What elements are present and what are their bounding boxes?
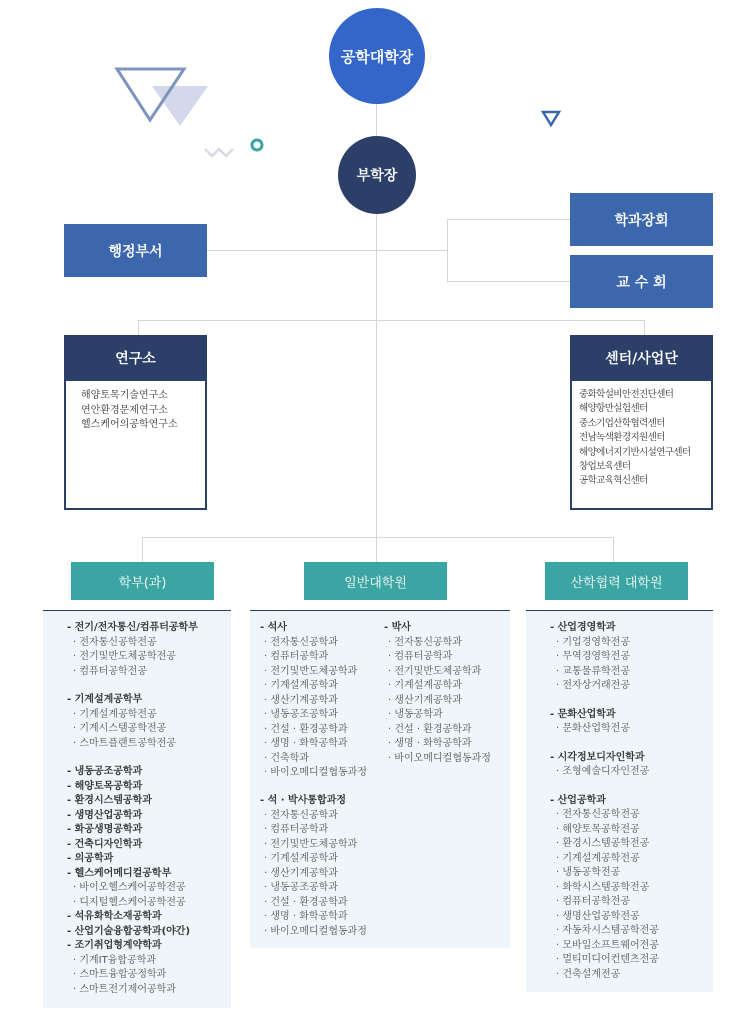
program-item: · 멀티미디어컨텐츠전공 (556, 954, 659, 965)
centers-title: 센터/사업단 (570, 335, 713, 381)
program-item: · 컴퓨터공학과 (264, 651, 329, 662)
program-heading: - 건축디자인학과 (67, 838, 143, 850)
vice-dean-circle: 부학장 (338, 136, 416, 214)
program-heading: - 기계설계공학부 (67, 694, 143, 705)
program-item: · 냉동공조공학과 (264, 709, 338, 720)
program-item: · 건설 · 환경공학과 (388, 723, 472, 735)
spacer (550, 737, 713, 751)
program-item: · 컴퓨터공학과 (264, 824, 329, 835)
degree-heading: - 석사 (260, 622, 287, 633)
graduate-title: 일반대학원 (304, 562, 447, 600)
council-bracket (447, 219, 448, 281)
institute-item: 해양토목기술연구소 (81, 390, 168, 401)
program-item: · 기계설계공학전공 (73, 708, 157, 720)
spacer (550, 694, 713, 708)
dean-circle: 공학대학장 (329, 8, 425, 104)
program-item: · 냉동공학전공 (556, 867, 621, 878)
center-item: 중소기업산학협력센터 (579, 417, 665, 429)
center-item: 전남녹색환경지원센터 (579, 432, 665, 444)
program-item: · 건설 · 환경공학과 (264, 896, 348, 908)
program-item: · 전자통신공학과 (388, 636, 462, 648)
program-item: · 생산기계공학과 (264, 867, 338, 879)
program-item: · 해양토목공학전공 (556, 823, 640, 835)
program-item: · 전자상거래전공 (556, 680, 630, 691)
program-item: · 스마트전기제어공학과 (73, 983, 176, 995)
program-item: · 건축설계전공 (556, 968, 621, 980)
center-item: 해양항만실험센터 (579, 403, 648, 415)
program-item: · 건축학과 (264, 752, 309, 764)
program-heading: - 석유화학소재공학과 (67, 911, 162, 922)
program-item: · 건설 · 환경공학과 (264, 723, 348, 735)
program-item: · 컴퓨터공학전공 (73, 665, 147, 677)
faculty-council-box: 교 수 회 (570, 255, 713, 308)
program-item: · 생명 · 화학공학과 (388, 738, 472, 749)
spacer (67, 751, 231, 765)
program-heading: - 문화산업학과 (550, 708, 616, 720)
program-item: · 바이오메디컬협동과정 (264, 767, 367, 778)
center-item: 중화학설비안전진단센터 (579, 389, 674, 400)
program-item: · 교통물류학전공 (556, 665, 630, 677)
program-heading: - 시각정보디자인학과 (550, 751, 645, 763)
program-item: · 화학시스템공학전공 (556, 881, 650, 893)
program-heading: - 전기/전자통신/컴퓨터공학부 (67, 622, 198, 633)
program-item: · 기계설계공학과 (264, 853, 338, 864)
program-item: · 디지털헬스케어공학전공 (73, 896, 186, 908)
chairs-connector (447, 219, 570, 220)
council-connector (377, 250, 447, 251)
program-item: · 전기및반도체공학과 (264, 838, 358, 850)
industry-drop (613, 537, 614, 562)
program-item: · 조형예술디자인전공 (556, 766, 650, 777)
degree-heading: - 박사 (384, 622, 411, 633)
program-item: · 전기및반도체공학전공 (73, 651, 176, 662)
program-item: · 기계설계공학과 (388, 680, 462, 691)
research-hline (138, 320, 645, 321)
program-item: · 기계시스템공학전공 (73, 723, 167, 734)
program-item: · 전자통신공학과 (264, 809, 338, 821)
spacer (550, 780, 713, 794)
ring-decoration-icon (249, 137, 265, 153)
program-heading: - 조기취업형계약학과 (67, 940, 162, 951)
program-item: · 스마트플랜트공학전공 (73, 737, 176, 749)
undergrad-list (43, 610, 231, 1008)
faculty-connector (447, 281, 570, 282)
admin-box: 행정부서 (64, 224, 207, 277)
undergrad-title: 학부(과) (71, 562, 214, 600)
program-item: · 바이오메디컬협동과정 (388, 752, 491, 764)
school-hline (142, 537, 614, 538)
integrated-list (260, 794, 367, 939)
program-item: · 무역경영학전공 (556, 651, 630, 662)
small-triangle-decoration-icon (540, 109, 562, 129)
program-item: · 냉동공학과 (388, 709, 443, 720)
program-item: · 컴퓨터공학전공 (556, 896, 630, 907)
industry-list (526, 610, 713, 992)
spacer (67, 679, 231, 693)
program-item: · 바이오헬스케어공학전공 (73, 882, 186, 893)
institute-item: 연안환경문제연구소 (81, 404, 168, 416)
centers-panel (570, 381, 713, 510)
program-item: · 전자통신공학과 (264, 636, 338, 648)
program-heading: - 산업경영학과 (550, 622, 616, 633)
master-list (260, 621, 367, 781)
program-item: · 전기및반도체공학과 (264, 665, 358, 677)
program-item: · 바이오메디컬협동과정 (264, 925, 367, 937)
program-heading: - 냉동공조공학과 (67, 766, 143, 777)
industry-title: 산학협력 대학원 (545, 562, 688, 600)
program-heading: - 해양토목공학과 (67, 780, 143, 792)
admin-connector (207, 250, 377, 251)
program-item: · 환경시스템공학전공 (556, 838, 650, 849)
program-item: · 스마트융합공정학과 (73, 969, 167, 980)
program-item: · 기업경영학전공 (556, 636, 630, 648)
triangle-decoration-icon (112, 64, 212, 134)
program-item: · 기계설계공학전공 (556, 852, 640, 864)
center-item: 창업보육센터 (579, 461, 631, 473)
institutes-panel (64, 381, 207, 510)
program-item: · 모바일소프트웨어전공 (556, 939, 659, 951)
program-heading: - 환경시스템공학과 (67, 795, 152, 806)
program-item: · 컴퓨터공학과 (388, 651, 453, 662)
institutes-title: 연구소 (64, 335, 207, 381)
institute-drop (138, 320, 139, 336)
program-item: · 문화산업학전공 (556, 723, 630, 734)
institute-item: 헬스케어의공학연구소 (81, 419, 178, 430)
program-heading: - 생명산업공학과 (67, 809, 143, 821)
dept-chairs-box: 학과장회 (570, 193, 713, 246)
program-item: · 생명 · 화학공학과 (264, 911, 348, 922)
program-item: · 생명 · 화학공학과 (264, 738, 348, 749)
program-heading: - 산업기술융합공학과(야간) (67, 925, 191, 937)
program-item: · 생명산업공학전공 (556, 910, 640, 922)
program-heading: - 산업공학과 (550, 794, 606, 806)
degree-heading: - 석 · 박사통합과정 (260, 795, 347, 806)
program-item: · 기계IT융합공학과 (73, 954, 157, 966)
program-item: · 전기및반도체공학과 (388, 665, 482, 677)
graduate-list (250, 610, 510, 948)
program-item: · 자동차시스템공학전공 (556, 925, 659, 936)
program-item: · 전자통신공학전공 (73, 636, 157, 648)
program-item: · 기계설계공학과 (264, 680, 338, 691)
center-drop (644, 320, 645, 336)
undergrad-drop (142, 537, 143, 562)
program-item: · 생산기계공학과 (264, 694, 338, 706)
program-heading: - 화공생명공학과 (67, 824, 143, 835)
center-item: 해양에너지기반시설연구센터 (579, 446, 691, 458)
program-item: · 냉동공조공학과 (264, 882, 338, 893)
center-item: 공학교육혁신센터 (579, 475, 648, 487)
program-heading: - 의공학과 (67, 853, 114, 864)
program-heading: - 헬스케어메디컬공학부 (67, 867, 172, 879)
graduate-drop (376, 537, 377, 562)
program-item: · 생산기계공학과 (388, 694, 462, 706)
program-item: · 전자통신공학전공 (556, 809, 640, 820)
zigzag-decoration-icon (203, 143, 235, 159)
doctor-list (384, 621, 491, 766)
